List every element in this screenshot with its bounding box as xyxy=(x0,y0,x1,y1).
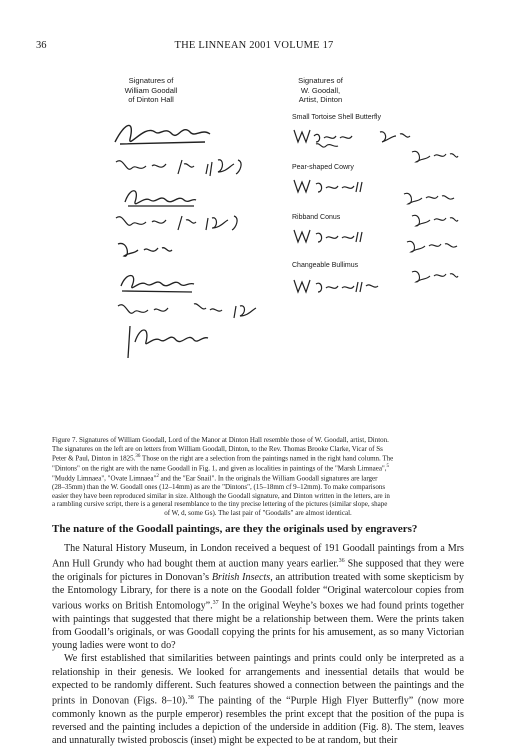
handwritten-dinton-right-2 xyxy=(402,190,458,206)
signature-figure xyxy=(80,62,460,450)
left-column-heading: Signatures of William Goodall of Dinton Hall xyxy=(124,76,178,105)
journal-title: THE LINNEAN 2001 VOLUME 17 xyxy=(174,40,334,51)
running-head xyxy=(36,40,472,54)
right-column-heading: Signatures of W. Goodall, Artist, Dinton xyxy=(298,76,343,105)
handwritten-signature-w-goodall-3 xyxy=(292,224,372,246)
handwritten-signature-goodall-4 xyxy=(120,318,220,362)
species-label: Pear-shaped Cowry xyxy=(292,164,354,171)
handwritten-signature-w-goodall-4 xyxy=(292,274,382,296)
species-label: Changeable Bullimus xyxy=(292,262,359,269)
handwritten-dinton-right-3 xyxy=(410,212,460,228)
handwritten-dinton-date-2 xyxy=(112,210,252,236)
species-label: Small Tortoise Shell Butterfly xyxy=(292,114,381,121)
paragraph: The Natural History Museum, in London received a bequest of 191 Goodall paintings from a Mrs Ann Hull Grundy who had bought them at auction many years earlier.$^{36}$ She supposed that they were the originals for pictures in Donovan’s British Insects, an attribution treated with some skepticism by the Entomology Library, for there is a note on the Goodall folder “Original watercolour copies from various works on British Entomology”.$^{37}$ In the original Weyhe’s boxes we had found prints together with paintings that suggested that there might be a relationship between them. Were the prints taken from Goodall’s originals, or was Goodall copying the prints for his amusement, as so many Victorian young ladies were wont to do? xyxy=(52,543,464,652)
handwritten-signature-goodall-1 xyxy=(110,114,220,154)
figure-caption: Figure 7. Signatures of William Goodall, Lord of the Manor at Dinton Hall resemble those of W. Goodall, artist, Dinton. The signatures on the left are on letters from William Goodall, Dinton, to the Rev. Thomas Brooke Clarke, Vicar of Ss Peter & Paul, Dinton in 1825.36 Those on the right are a selection from the paintings named in the right hand column. The "Dintons" on the right are with the name Goodall in Fig. 1, and given as localities in paintings of the "Marsh Limnaea",$^5$ "Muddy Limnaea", "Ovate Limnaea"$^2$ and the "Ear Snail". In the originals the William Goodall signatures are larger (28–35mm) than the W. Goodall ones (12–14mm) as are the "Dintons", (15–18mm cf 9–12mm). To make comparisons easier they have been reproduced similar in size. Although the Goodall signature, and Dinton written in the letters, are in a rambling cursive script, there is a general resemblance to the tiny precise lettering of the pictures (similar slope, shape of W, d, some Gs). The last pair of "Goodalls" are almost identical. xyxy=(52,436,394,517)
body-text xyxy=(52,542,464,747)
handwritten-signature-w-goodall-2 xyxy=(292,174,372,196)
handwritten-dinton-date-1 xyxy=(112,152,252,180)
handwritten-dinton-3 xyxy=(114,238,174,260)
handwritten-signature-goodall-3 xyxy=(116,266,196,296)
paragraph: We first established that similarities between paintings and prints could only be interpreted as a relationship in their genesis. We looked for arrangements and inessential details that would be expected to be randomly different. Such features showed a connection between the paintings and the prints in Donovan (Figs. 8–10).$^{38}$ The painting of the “Purple High Flyer Butterfly” (now more commonly known as the purple emperor) resembles the print except that the position of the pupa is reversed and the painting includes a depiction of the underside in addition (Fig. 8). The stem, leaves and unnaturally twisted proboscis (inset) might be expected to be at random, but their xyxy=(52,653,464,746)
handwritten-signature-goodall-2 xyxy=(120,182,200,212)
handwritten-dinton-right-4 xyxy=(405,238,461,254)
handwritten-dinton-right-1 xyxy=(410,148,460,164)
species-label: Ribband Conus xyxy=(292,214,341,221)
handwritten-signature-w-goodall-1 xyxy=(292,124,422,150)
section-heading: The nature of the Goodall paintings, are they the originals used by engravers? xyxy=(52,523,418,535)
page-number: 36 xyxy=(36,40,47,51)
handwritten-dinton-right-5 xyxy=(410,268,460,284)
